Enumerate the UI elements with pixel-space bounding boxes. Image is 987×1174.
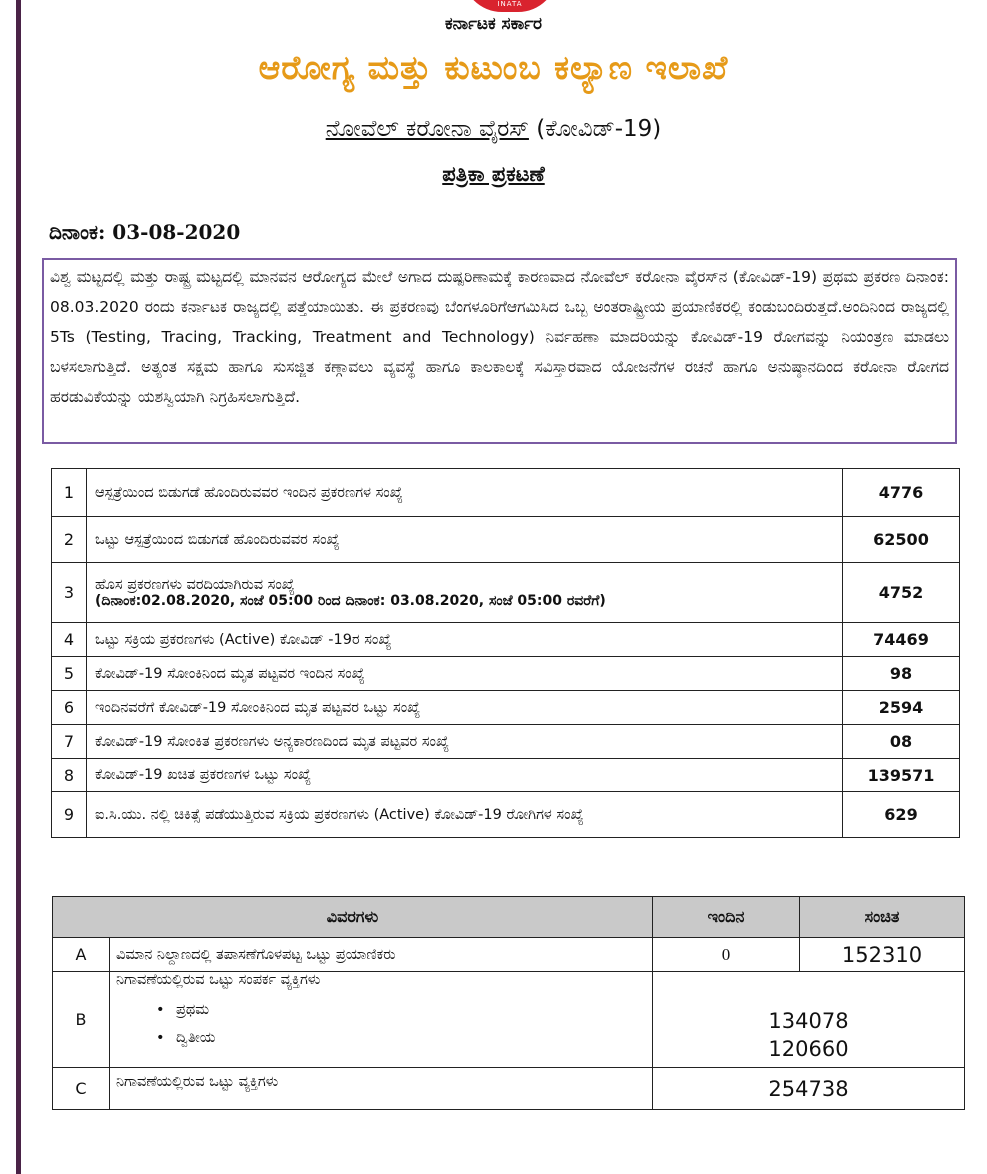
row-cumulative-value: 152310 xyxy=(800,938,965,972)
row-value: 98 xyxy=(843,657,960,691)
covid-stats-table xyxy=(51,468,960,838)
row-label: ಒಟ್ಟು ಆಸ್ಪತ್ರೆಯಿಂದ ಬಿಡುಗಡೆ ಹೊಂದಿರುವವರ ಸಂಖ್ಯೆ xyxy=(87,517,843,563)
government-name: ಕರ್ನಾಟಕ ಸರ್ಕಾರ xyxy=(444,14,543,34)
list-item xyxy=(156,996,646,1024)
row-number: 1 xyxy=(52,469,87,517)
table-row xyxy=(53,972,965,1068)
bullet-list xyxy=(116,996,646,1052)
bullet-icon: • xyxy=(156,1030,165,1046)
bullet-icon: • xyxy=(156,1002,165,1018)
row-label: ನಿಗಾವಣೆಯಲ್ಲಿರುವ ಒಟ್ಟು ಸಂಪರ್ಕ ವ್ಯಕ್ತಿಗಳು xyxy=(116,972,321,988)
release-date: ದಿನಾಂಕ: 03-08-2020 xyxy=(49,220,241,244)
row-label: ವಿಮಾನ ನಿಲ್ದಾಣದಲ್ಲಿ ತಪಾಸಣೆಗೊಳಪಟ್ಟ ಒಟ್ಟು ಪ್ರಯಾಣಿಕರು xyxy=(110,938,653,972)
row-number: 5 xyxy=(52,657,87,691)
row-value: 629 xyxy=(843,792,960,838)
row-number: 8 xyxy=(52,759,87,792)
row-value: 4776 xyxy=(843,469,960,517)
row-value: 62500 xyxy=(843,517,960,563)
row-value: 2594 xyxy=(843,691,960,725)
row-number: 2 xyxy=(52,517,87,563)
row-number: 4 xyxy=(52,623,87,657)
today-header: ಇಂದಿನ xyxy=(653,897,800,938)
press-release-heading: ಪತ್ರಿಕಾ ಪ್ರಕಟಣೆ xyxy=(442,162,545,186)
row-letter: B xyxy=(53,972,110,1068)
row-label: ನಿಗಾವಣೆಯಲ್ಲಿರುವ ಒಟ್ಟು ವ್ಯಕ್ತಿಗಳು xyxy=(110,1068,653,1110)
details-table xyxy=(52,896,965,1110)
list-item xyxy=(156,1024,646,1052)
virus-suffix: (ಕೋವಿಡ್-19) xyxy=(536,116,662,142)
table-row xyxy=(52,657,960,691)
row-value: 139571 xyxy=(843,759,960,792)
cumulative-header: ಸಂಚಿತ xyxy=(800,897,965,938)
row-value: 74469 xyxy=(843,623,960,657)
virus-heading xyxy=(0,116,987,142)
row-label: ಹೊಸ ಪ್ರಕರಣಗಳು ವರದಿಯಾಗಿರುವ ಸಂಖ್ಯೆ xyxy=(95,576,295,593)
row-label: ಕೋವಿಡ್-19 ಸೋಂಕಿನಿಂದ ಮೃತ ಪಟ್ಟವರ ಇಂದಿನ ಸಂಖ್ಯೆ xyxy=(87,657,843,691)
row-sublabel: (ದಿನಾಂಕ:02.08.2020, ಸಂಜೆ 05:00 ರಿಂದ ದಿನಾಂಕ: 03.08.2020, ಸಂಜೆ 05:00 ರವರೆಗೆ) xyxy=(95,592,606,609)
table-row xyxy=(52,792,960,838)
row-today-value: 0 xyxy=(653,938,800,972)
virus-title: ನೋವೆಲ್ ಕರೋನಾ ವೈರಸ್ xyxy=(325,116,529,142)
department-title: ಆರೋಗ್ಯ ಮತ್ತು ಕುಟುಂಬ ಕಲ್ಯಾಣ ಇಲಾಖೆ xyxy=(258,48,729,87)
details-header-row xyxy=(53,897,965,938)
row-value: 08 xyxy=(843,725,960,759)
table-row xyxy=(52,759,960,792)
row-label: ಆಸ್ಪತ್ರೆಯಿಂದ ಬಿಡುಗಡೆ ಹೊಂದಿರುವವರ ಇಂದಿನ ಪ್ರಕರಣಗಳ ಸಂಖ್ಯೆ xyxy=(87,469,843,517)
table-row xyxy=(52,623,960,657)
emblem-text: INATA xyxy=(497,0,523,8)
row-letter: C xyxy=(53,1068,110,1110)
table-row xyxy=(52,563,960,623)
row-label: ಒಟ್ಟು ಸಕ್ರಿಯ ಪ್ರಕರಣಗಳು (Active) ಕೋವಿಡ್ -19ರ ಸಂಖ್ಯೆ xyxy=(87,623,843,657)
row-values-cell xyxy=(653,972,965,1068)
primary-contacts-value: 134078 xyxy=(768,1009,849,1033)
row-label: ಕೋವಿಡ್-19 ಖಚಿತ ಪ್ರಕರಣಗಳ ಒಟ್ಟು ಸಂಖ್ಯೆ xyxy=(87,759,843,792)
row-number: 3 xyxy=(52,563,87,623)
bullet-label: ಪ್ರಥಮ xyxy=(176,1002,210,1018)
row-label-cell xyxy=(110,972,653,1068)
table-row xyxy=(53,1068,965,1110)
row-letter: A xyxy=(53,938,110,972)
table-row xyxy=(52,691,960,725)
row-value: 4752 xyxy=(843,563,960,623)
intro-paragraph: ವಿಶ್ವ ಮಟ್ಟದಲ್ಲಿ ಮತ್ತು ರಾಷ್ಟ್ರ ಮಟ್ಟದಲ್ಲಿ ಮಾನವನ ಆರೋಗ್ಯದ ಮೇಲೆ ಅಗಾದ ದುಷ್ಪರಿಣಾಮಕ್ಕೆ ಕಾರಣವಾದ ನೋವೆಲ್ ಕರೋನಾ ವೈರಸ್‌ನ (ಕೋವಿಡ್-19) ಪ್ರಥಮ ಪ್ರಕರಣ ದಿನಾಂಕ: 08.03.2020 ರಂದು ಕರ್ನಾಟಕ ರಾಜ್ಯದಲ್ಲಿ ಪತ್ತೆಯಾಯಿತು. ಈ ಪ್ರಕರಣವು ಬೆಂಗಳೂರಿಗೆಆಗಮಿಸಿದ ಒಬ್ಬ ಅಂತರಾಷ್ಟ್ರೀಯ ಪ್ರಯಾಣಿಕರಲ್ಲಿ ಕಂಡುಬಂದಿರುತ್ತದೆ.ಅಂದಿನಿಂದ ರಾಜ್ಯದಲ್ಲಿ 5Ts (Testing, Tracing, Tracking, Treatment and Technology) ನಿರ್ವಹಣಾ ಮಾದರಿಯನ್ನು ಕೋವಿಡ್-19 ರೋಗವನ್ನು ನಿಯಂತ್ರಣ ಮಾಡಲು ಬಳಸಲಾಗುತ್ತಿದೆ. ಅತ್ಯಂತ ಸಕ್ಷಮ ಹಾಗೂ ಸುಸಜ್ಜಿತ ಕಣ್ಗಾವಲು ವ್ಯವಸ್ಥೆ ಹಾಗೂ ಕಾಲಕಾಲಕ್ಕೆ ಸವಿಸ್ತಾರವಾದ ಯೋಜನೆಗಳ ರಚನೆ ಹಾಗೂ ಅನುಷ್ಠಾನದಿಂದ ಕರೋನಾ ರೋಗದ ಹರಡುವಿಕೆಯನ್ನು ಯಶಸ್ವಿಯಾಗಿ ನಿಗ್ರಹಿಸಲಾಗುತ್ತಿದೆ. xyxy=(42,258,957,444)
row-number: 9 xyxy=(52,792,87,838)
bullet-label: ದ್ವಿತೀಯ xyxy=(176,1030,216,1046)
table-row xyxy=(53,938,965,972)
row-label: ಕೋವಿಡ್-19 ಸೋಂಕಿತ ಪ್ರಕರಣಗಳು ಅನ್ಯಕಾರಣದಿಂದ ಮೃತ ಪಟ್ಟವರ ಸಂಖ್ಯೆ xyxy=(87,725,843,759)
details-header: ವಿವರಗಳು xyxy=(53,897,653,938)
row-value: 254738 xyxy=(653,1068,965,1110)
row-label: ಇಂದಿನವರೆಗೆ ಕೋವಿಡ್-19 ಸೋಂಕಿನಿಂದ ಮೃತ ಪಟ್ಟವರ ಒಟ್ಟು ಸಂಖ್ಯೆ xyxy=(87,691,843,725)
table-row xyxy=(52,517,960,563)
secondary-contacts-value: 120660 xyxy=(768,1037,849,1061)
karnataka-emblem xyxy=(462,0,558,12)
row-number: 7 xyxy=(52,725,87,759)
row-label-cell xyxy=(87,563,843,623)
row-number: 6 xyxy=(52,691,87,725)
table-row xyxy=(52,725,960,759)
table-row xyxy=(52,469,960,517)
row-label: ಐ.ಸಿ.ಯು. ನಲ್ಲಿ ಚಿಕಿತ್ಸೆ ಪಡೆಯುತ್ತಿರುವ ಸಕ್ರಿಯ ಪ್ರಕರಣಗಳು (Active) ಕೋವಿಡ್-19 ರೋಗಿಗಳ ಸಂಖ್ಯೆ xyxy=(87,792,843,838)
